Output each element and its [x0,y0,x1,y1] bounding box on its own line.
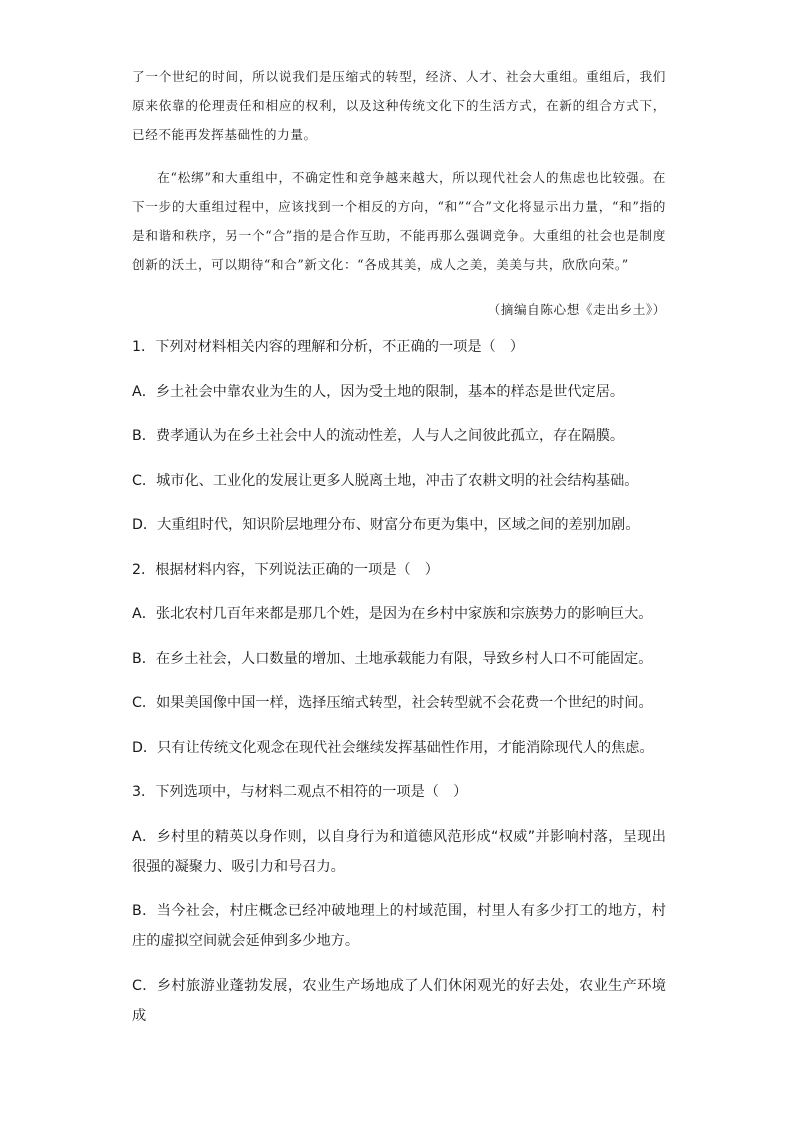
passage-paragraph: 在“松绑”和大重组中，不确定性和竞争越来越大，所以现代社会人的焦虑也比较强。在下一步的大重组过程中，应该找到一个相反的方向，“和”“合”文化将显示出力量，“和”指的是和谐和秩序，另一个“合”指的是合作互助，不能再那么强调竞争。大重组的社会也是制度创新的沃土，可以期待“和合”新文化：“各成其美，成人之美，美美与共，欣欣向荣。” [132,170,666,272]
option-a: A．乡村里的精英以身作则，以自身行为和道德风范形成“权威”并影响村落，呈现出很强的凝聚力、吸引力和号召力。 [132,828,666,875]
option-d: D．大重组时代，知识阶层地理分布、财富分布更为集中，区域之间的差别加剧。 [132,517,640,533]
option-b: B．在乡土社会，人口数量的增加、土地承载能力有限，导致乡村人口不可能固定。 [132,650,653,667]
question-2 [132,555,666,763]
option-b: B．当今社会，村庄概念已经冲破地理上的村域范围，村里人有多少打工的地方，村庄的虚拟空间就会延伸到多少地方。 [132,903,666,949]
passage-source: （摘编自陈心想《走出乡土》） [487,302,666,317]
option-a: A．乡土社会中靠农业为生的人，因为受土地的限制，基本的样态是世代定居。 [132,383,625,400]
question-1 [132,332,666,540]
document-page [132,62,666,1031]
option-c: C．城市化、工业化的发展让更多人脱离土地，冲击了农耕文明的社会结构基础。 [132,472,639,489]
option-b: B．费孝通认为在乡土社会中人的流动性差，人与人之间彼此孤立，存在隔膜。 [132,428,625,444]
option-c: C．乡村旅游业蓬勃发展，农业生产场地成了人们休闲观光的好去处，农业生产环境成 [132,977,666,1024]
question-stem: 3．下列选项中，与材料二观点不相符的一项是（ ） [132,784,468,800]
question-stem: 1．下列对材料相关内容的理解和分析，不正确的一项是（ ） [132,339,525,355]
passage-paragraph: 了一个世纪的时间，所以说我们是压缩式的转型，经济、人才、社会大重组。重组后，我们原来依靠的伦理责任和相应的权利，以及这种传统文化下的生活方式，在新的组合方式下，已经不能再发挥基础性的力量。 [132,69,666,142]
option-a: A．张北农村几百年来都是那几个姓，是因为在乡村中家族和宗族势力的影响巨大。 [132,606,653,622]
question-stem: 2．根据材料内容，下列说法正确的一项是（ ） [132,561,439,578]
option-d: D．只有让传统文化观念在现代社会继续发挥基础性作用，才能消除现代人的焦虑。 [132,739,654,756]
reading-passage [132,62,666,324]
question-3 [132,777,666,1031]
option-c: C．如果美国像中国一样，选择压缩式转型，社会转型就不会花费一个世纪的时间。 [132,695,653,711]
